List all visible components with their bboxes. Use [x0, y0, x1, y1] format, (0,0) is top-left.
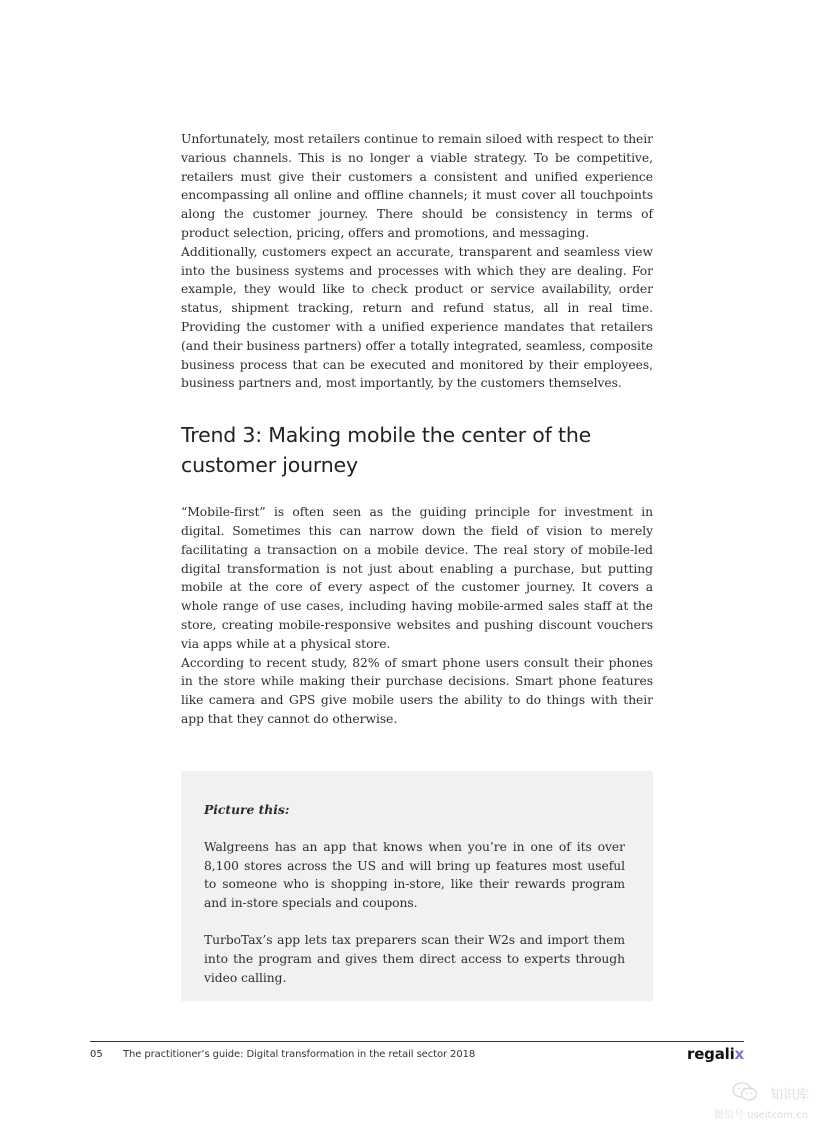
footer-document-title: The practitioner’s guide: Digital transformation in the retail sector 2018 — [123, 1049, 476, 1060]
callout-box — [181, 771, 653, 1001]
main-content — [181, 130, 653, 729]
paragraph-smartphone-study: According to recent study, 82% of smart phone users consult their phones in the store while making their purchase decisions. Smart phone features like camera and GPS give mobile users the ability to do things with their app that they cannot do otherwise. — [181, 655, 653, 726]
watermark-subtext: 微信号 useitcom.cn — [714, 1110, 808, 1121]
regalix-logo — [687, 1045, 744, 1063]
logo-text: regali — [687, 1045, 735, 1063]
paragraph-omnichannel: Unfortunately, most retailers continue to remain siloed with respect to their various channels. This is no longer a viable strategy. To be competitive, retailers must give their customers a consistent and unified experience encompassing all online and offline channels; it must cover all touchpoints along the customer journey. There should be consistency in terms of product selection, pricing, offers and promotions, and messaging. — [181, 132, 653, 240]
footer-divider — [90, 1041, 744, 1042]
paragraph-transparency: Additionally, customers expect an accurate, transparent and seamless view into the business systems and processes with which they are dealing. For example, they would like to check product or service availability, order status, shipment tracking, return and refund status, all in real time. Providing the customer with a unified experience mandates that retailers (and their business partners) offer a totally integrated, seamless, composite business process that can be executed and monitored by their employees, business partners and, most importantly, by the customers themselves. — [181, 244, 653, 391]
watermark — [714, 1082, 824, 1122]
logo-accent-letter: x — [734, 1045, 744, 1063]
callout-paragraph-walgreens: Walgreens has an app that knows when you’re in one of its over 8,100 stores across the US and will bring up features most useful to someone who is shopping in-store, like their rewards program and in-store specials and coupons. — [204, 839, 625, 911]
wechat-icon — [732, 1082, 758, 1102]
watermark-chinese-text: 知识库 — [770, 1088, 810, 1103]
page-number: 05 — [90, 1049, 103, 1060]
section-heading: Trend 3: Making mobile the center of the customer journey — [181, 423, 592, 478]
paragraph-mobile-first: “Mobile-first” is often seen as the guiding principle for investment in digital. Sometimes this can narrow down the field of vision to merely facilitating a transaction on a mobile device. The real story of mobile-led digital transformation is not just about enabling a purchase, but putting mobile at the core of every aspect of the customer journey. It covers a whole range of use cases, including having mobile-armed sales staff at the store, creating mobile-responsive websites and pushing discount vouchers via apps while at a physical store. — [181, 505, 653, 651]
callout-title: Picture this: — [204, 802, 290, 817]
callout-paragraph-turbotax: TurboTax’s app lets tax preparers scan their W2s and import them into the program and gives them direct access to experts through video calling. — [204, 932, 625, 985]
